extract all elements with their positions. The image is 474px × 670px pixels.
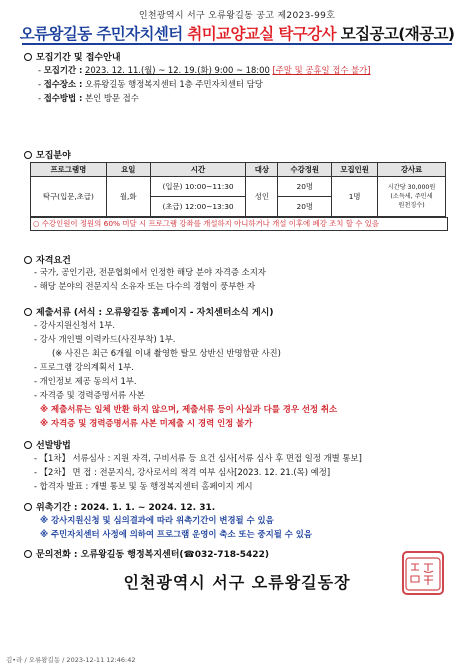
document-item: - 프로그램 강의계획서 1부. <box>34 362 134 372</box>
print-metadata: 김•라 / 오류왕길동 / 2023-12-11 12:46:42 <box>6 656 136 664</box>
circle-bullet-icon <box>24 550 32 558</box>
title-part-program: 취미교양교실 탁구강사 <box>187 25 336 43</box>
term-note: ※ 주민자치센터 사정에 의하여 프로그램 운영이 축소 또는 중지될 수 있음 <box>40 529 312 539</box>
circle-bullet-icon <box>24 151 32 159</box>
document-note: ※ 자격증 및 경력증명서류 사본 미제출 시 경력 인정 불가 <box>40 418 253 428</box>
circle-bullet-icon <box>24 503 32 511</box>
selection-row: - 【2차】 면 접 : 전문지식, 강사로서의 적격 여부 심사[2023. 12. 21.(목) 예정] <box>34 467 331 477</box>
title-part-recruit: 모집공고(재공고) <box>335 25 455 43</box>
notice-number: 인천광역시 서구 오류왕길동 공고 제2023-99호 <box>138 11 336 21</box>
place-line: - 접수장소 : 오류왕길동 행정복지센터 1층 주민자치센터 담당 <box>38 79 263 89</box>
term-note: ※ 강사지원신청 및 심의결과에 따라 위촉기간이 변경될 수 있음 <box>40 515 274 525</box>
circle-bullet-icon <box>24 256 32 264</box>
table-header-row <box>31 163 446 177</box>
method-line: - 접수방법 : 본인 방문 접수 <box>38 93 139 103</box>
contact-heading: 문의전화 : 오류왕길동 행정복지센터(☎032-718-5422) <box>24 547 269 560</box>
table-header: 요일 <box>106 163 150 177</box>
capacity-cell: 20명 <box>278 197 332 217</box>
time-cell: (입문) 10:00~11:30 <box>150 177 246 197</box>
circle-bullet-icon <box>24 308 32 316</box>
circle-bullet-icon <box>24 441 32 449</box>
table-header: 수강정원 <box>278 163 332 177</box>
term-heading: 위촉기간 : 2024. 1. 1. ~ 2024. 12. 31. <box>24 500 215 513</box>
program-cell: 탁구(입문,초급) <box>31 177 107 217</box>
document-item: - 자격증 및 경력증명서류 사본 <box>34 390 145 400</box>
field-heading: 모집분야 <box>24 148 71 161</box>
selection-row: - 합격자 발표 : 개별 통보 및 동 행정복지센터 홈페이지 게시 <box>34 481 253 491</box>
document-item: - 강사 개인별 이력카드(사진부착) 1부. <box>34 334 176 344</box>
circle-bullet-icon <box>24 53 32 61</box>
title-part-center: 오류왕길동 주민자치센터 <box>19 25 188 43</box>
title-underline <box>22 43 452 45</box>
document-item: - 강사지원신청서 1부. <box>34 320 116 330</box>
documents-heading: 제출서류 (서식 : 오류왕길동 홈페이지 - 자치센터소식 게시) <box>24 305 273 318</box>
capacity-cell: 20명 <box>278 177 332 197</box>
table-header: 강사료 <box>378 163 446 177</box>
table-header: 모집인원 <box>332 163 378 177</box>
page-title <box>0 22 474 44</box>
table-row <box>31 177 446 197</box>
days-cell: 월,화 <box>106 177 150 217</box>
selection-row: - 【1차】 서류심사 : 지원 자격, 구비서류 등 요건 심사[서류 심사 후 면접 일정 개별 통보] <box>34 453 362 463</box>
official-seal-stamp <box>402 551 444 595</box>
table-header: 시간 <box>150 163 246 177</box>
fee-cell: 시간당 30,000원 (소득세, 주민세 원천징수) <box>378 177 446 217</box>
period-line: - 모집기간 : 2023. 12. 11.(월) ~ 12. 19.(화) 9:00 ~ 18:00 [주말 및 공휴일 접수 불가] <box>38 65 371 75</box>
document-note: ※ 제출서류는 일체 반환 하지 않으며, 제출서류 등이 사실과 다를 경우 선정 취소 <box>40 404 338 414</box>
target-cell: 성인 <box>246 177 278 217</box>
selection-heading: 선발방법 <box>24 438 71 451</box>
qualification-heading: 자격요건 <box>24 253 71 266</box>
table-header: 대상 <box>246 163 278 177</box>
seal-mark-icon <box>404 556 442 592</box>
recruit-table <box>30 162 446 217</box>
cancellation-warning: ○ 수강인원이 정원의 60% 미달 시 프로그램 강좌를 개설하지 아니하거나 개설 이후에 폐강 조치 할 수 있음 <box>30 217 448 231</box>
period-heading: 모집기간 및 접수안내 <box>24 50 121 63</box>
issuer-name: 인천광역시 서구 오류왕길동장 <box>123 573 351 592</box>
headcount-cell: 1명 <box>332 177 378 217</box>
document-item: - 개인정보 제공 동의서 1부. <box>34 376 137 386</box>
qualification-item: - 해당 분야의 전문지식 소유자 또는 다수의 경험이 풍부한 자 <box>34 281 256 291</box>
document-item: (※ 사진은 최근 6개월 이내 촬영한 탈모 상반신 반명함판 사진) <box>52 348 281 358</box>
table-header: 프로그램명 <box>31 163 107 177</box>
qualification-item: - 국가, 공인기관, 전문협회에서 인정한 해당 분야 자격증 소지자 <box>34 267 266 277</box>
time-cell: (초급) 12:00~13:30 <box>150 197 246 217</box>
